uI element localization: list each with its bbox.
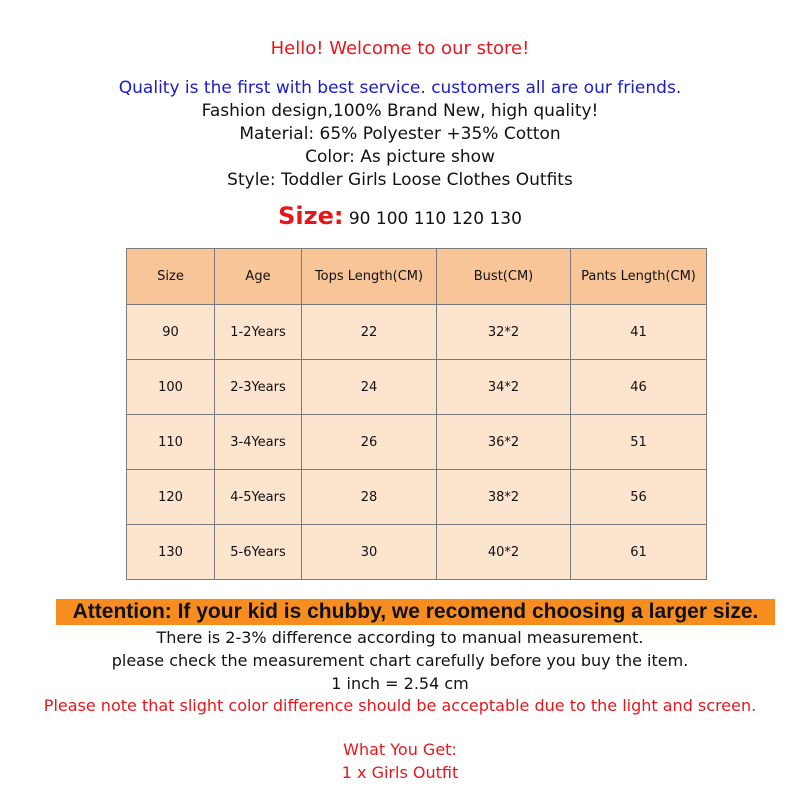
table-row (127, 360, 707, 415)
table-cell: 90 (127, 305, 215, 360)
inch-conversion: 1 inch = 2.54 cm (331, 674, 469, 693)
table-cell: 100 (127, 360, 215, 415)
attention-banner: Attention: If your kid is chubby, we recomend choosing a larger size. (56, 599, 775, 625)
table-cell: 3-4Years (215, 415, 302, 470)
fashion-text: Fashion design,100% Brand New, high quality! (201, 101, 599, 121)
style-text: Style: Toddler Girls Loose Clothes Outfits (227, 170, 573, 190)
table-cell: 26 (302, 415, 437, 470)
table-header-cell: Pants Length(CM) (571, 249, 707, 305)
size-label: Size: (278, 202, 344, 230)
table-header-cell: Tops Length(CM) (302, 249, 437, 305)
table-cell: 34*2 (437, 360, 571, 415)
table-cell: 130 (127, 525, 215, 580)
table-cell: 46 (571, 360, 707, 415)
table-cell: 2-3Years (215, 360, 302, 415)
material-text: Material: 65% Polyester +35% Cotton (239, 124, 561, 144)
table-cell: 120 (127, 470, 215, 525)
table-cell: 22 (302, 305, 437, 360)
table-cell: 28 (302, 470, 437, 525)
table-cell: 4-5Years (215, 470, 302, 525)
color-text: Color: As picture show (305, 147, 495, 167)
table-row (127, 470, 707, 525)
table-cell: 40*2 (437, 525, 571, 580)
color-difference-note: Please note that slight color difference should be acceptable due to the light and screen. (43, 696, 757, 715)
welcome-text: Hello! Welcome to our store! (270, 38, 530, 59)
table-cell: 110 (127, 415, 215, 470)
table-cell: 24 (302, 360, 437, 415)
table-cell: 32*2 (437, 305, 571, 360)
table-row (127, 305, 707, 360)
size-line (0, 202, 800, 230)
package-title: What You Get: (343, 740, 457, 759)
quality-text: Quality is the first with best service. customers all are our friends. (118, 78, 682, 98)
table-row (127, 415, 707, 470)
difference-note: There is 2-3% difference according to manual measurement. (156, 628, 644, 647)
table-cell: 61 (571, 525, 707, 580)
table-header-cell: Size (127, 249, 215, 305)
table-cell: 51 (571, 415, 707, 470)
table-cell: 1-2Years (215, 305, 302, 360)
table-cell: 41 (571, 305, 707, 360)
table-cell: 5-6Years (215, 525, 302, 580)
package-item: 1 x Girls Outfit (341, 763, 459, 782)
size-chart-table (126, 248, 707, 580)
check-note: please check the measurement chart carefully before you buy the item. (111, 651, 689, 670)
table-cell: 30 (302, 525, 437, 580)
table-row (127, 525, 707, 580)
table-cell: 36*2 (437, 415, 571, 470)
table-header-row (127, 249, 707, 305)
table-cell: 56 (571, 470, 707, 525)
table-header-cell: Age (215, 249, 302, 305)
table-cell: 38*2 (437, 470, 571, 525)
table-header-cell: Bust(CM) (437, 249, 571, 305)
size-values: 90 100 110 120 130 (348, 209, 522, 229)
